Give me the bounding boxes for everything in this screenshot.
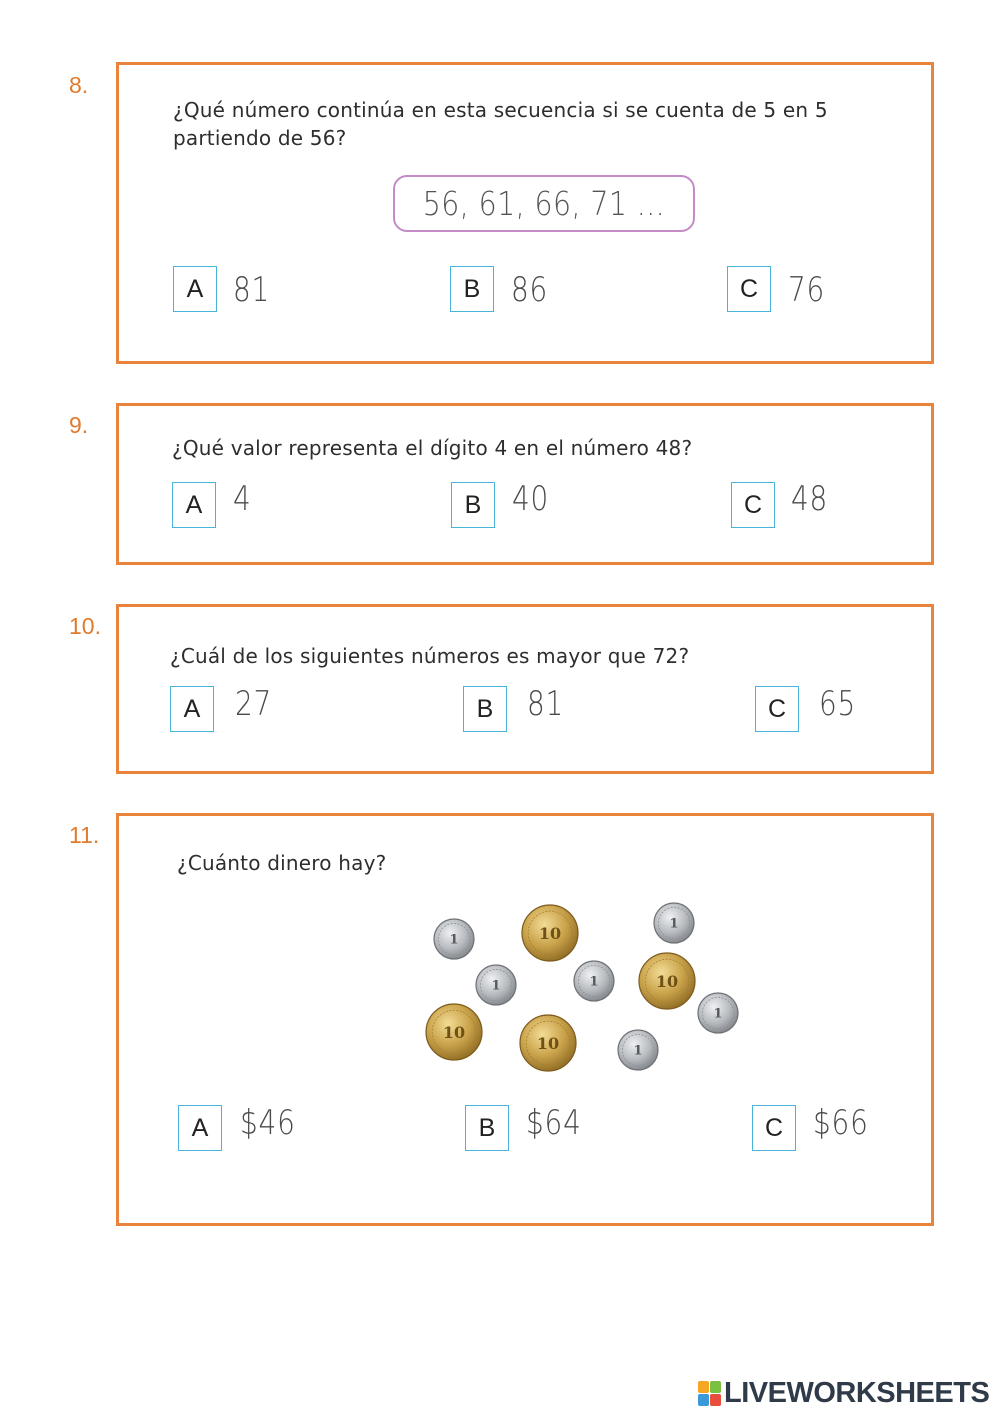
coin-10 bbox=[520, 1015, 576, 1071]
coin-value-label: 10 bbox=[536, 1034, 560, 1054]
coin-10 bbox=[426, 1004, 482, 1060]
q9-option-b-box[interactable]: B bbox=[451, 482, 495, 528]
q11-option-c-box[interactable]: C bbox=[752, 1105, 796, 1151]
coin-value-label: 1 bbox=[633, 1043, 643, 1059]
coin-value-label: 10 bbox=[442, 1023, 466, 1043]
q10-option-c-box[interactable]: C bbox=[755, 686, 799, 732]
coin-value-label: 10 bbox=[538, 924, 562, 944]
q9-option-b-value: 40 bbox=[512, 479, 550, 519]
question-8-text-line-2: partiendo de 56? bbox=[173, 126, 347, 150]
coin-1 bbox=[434, 919, 474, 959]
question-11-text: ¿Cuánto dinero hay? bbox=[177, 851, 387, 875]
q9-option-a-box[interactable]: A bbox=[172, 482, 216, 528]
coin-1 bbox=[476, 965, 516, 1005]
coin-1 bbox=[618, 1030, 658, 1070]
q10-option-c-value: 65 bbox=[819, 684, 857, 724]
q11-option-c-value: $66 bbox=[813, 1103, 869, 1143]
q8-option-c-value: 76 bbox=[788, 270, 826, 310]
coin-1 bbox=[654, 903, 694, 943]
q9-option-a-value: 4 bbox=[233, 479, 252, 519]
question-8-text-line-1: ¿Qué número continúa en esta secuencia si se cuenta de 5 en 5 bbox=[173, 98, 828, 122]
q9-option-c-value: 48 bbox=[791, 479, 829, 519]
liveworksheets-logo bbox=[698, 1376, 989, 1410]
coin-10 bbox=[522, 905, 578, 961]
q10-option-a-box[interactable]: A bbox=[170, 686, 214, 732]
coins-illustration bbox=[420, 895, 750, 1080]
coin-value-label: 1 bbox=[449, 932, 459, 948]
sequence-text: 56, 61, 66, 71 ... bbox=[422, 184, 666, 223]
q11-option-a-box[interactable]: A bbox=[178, 1105, 222, 1151]
question-9-text: ¿Qué valor representa el dígito 4 en el número 48? bbox=[172, 436, 693, 460]
coin-value-label: 1 bbox=[713, 1006, 723, 1022]
question-10-text: ¿Cuál de los siguientes números es mayor que 72? bbox=[170, 644, 690, 668]
coin-1 bbox=[698, 993, 738, 1033]
coin-value-label: 1 bbox=[589, 974, 599, 990]
q8-option-a-value: 81 bbox=[233, 270, 271, 310]
sequence-box bbox=[393, 175, 695, 232]
q8-option-c-box[interactable]: C bbox=[727, 266, 771, 312]
question-8-text bbox=[173, 96, 828, 152]
q8-option-b-box[interactable]: B bbox=[450, 266, 494, 312]
q8-option-a-box[interactable]: A bbox=[173, 266, 217, 312]
q10-option-b-value: 81 bbox=[527, 684, 565, 724]
logo-mark-icon bbox=[698, 1381, 721, 1406]
coin-10 bbox=[639, 953, 695, 1009]
q11-option-b-box[interactable]: B bbox=[465, 1105, 509, 1151]
q10-option-a-value: 27 bbox=[235, 684, 273, 724]
coin-value-label: 10 bbox=[655, 972, 679, 992]
question-number-8: 8. bbox=[69, 72, 89, 98]
coin-value-label: 1 bbox=[491, 978, 501, 994]
coin-value-label: 1 bbox=[669, 916, 679, 932]
question-number-11: 11. bbox=[69, 822, 100, 848]
q10-option-b-box[interactable]: B bbox=[463, 686, 507, 732]
coin-1 bbox=[574, 961, 614, 1001]
question-number-9: 9. bbox=[69, 412, 89, 438]
question-number-10: 10. bbox=[69, 613, 101, 639]
logo-text: LIVEWORKSHEETS bbox=[724, 1376, 990, 1409]
q11-option-b-value: $64 bbox=[526, 1103, 582, 1143]
q11-option-a-value: $46 bbox=[240, 1103, 296, 1143]
q8-option-b-value: 86 bbox=[511, 270, 549, 310]
q9-option-c-box[interactable]: C bbox=[731, 482, 775, 528]
